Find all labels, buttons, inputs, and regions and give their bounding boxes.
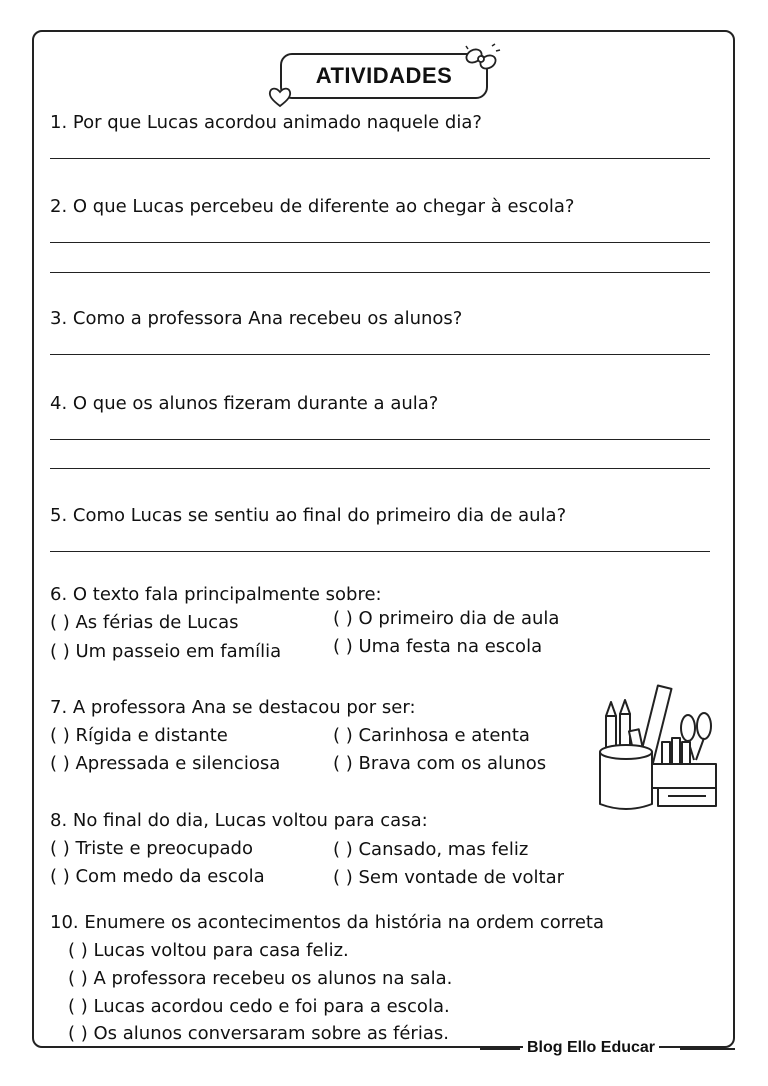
q6-option-4[interactable]: ( ) Uma festa na escola — [333, 636, 543, 657]
q10-item-2[interactable]: ( ) A professora recebeu os alunos na sala. — [68, 968, 453, 989]
page-title: ATIVIDADES — [315, 63, 453, 88]
footer-rule-left — [480, 1048, 520, 1050]
question-5: 5. Como Lucas se sentiu ao final do primeiro dia de aula? — [50, 505, 567, 526]
footer-brand: Blog Ello Educar — [523, 1039, 659, 1057]
school-supplies-icon — [596, 680, 721, 812]
title-box — [280, 53, 488, 99]
question-7: 7. A professora Ana se destacou por ser: — [50, 697, 416, 718]
heart-icon — [268, 86, 292, 108]
page-frame — [32, 30, 735, 1048]
q7-option-3[interactable]: ( ) Apressada e silenciosa — [50, 753, 281, 774]
question-6: 6. O texto fala principalmente sobre: — [50, 584, 382, 605]
answer-line[interactable] — [50, 354, 710, 355]
answer-line[interactable] — [50, 439, 710, 440]
answer-line[interactable] — [50, 468, 710, 469]
q8-option-3[interactable]: ( ) Com medo da escola — [50, 866, 265, 887]
q6-option-3[interactable]: ( ) Um passeio em família — [50, 641, 282, 662]
question-10: 10. Enumere os acontecimentos da história na ordem correta — [50, 912, 604, 933]
q8-option-2[interactable]: ( ) Cansado, mas feliz — [333, 839, 529, 860]
q7-option-2[interactable]: ( ) Carinhosa e atenta — [333, 725, 530, 746]
q8-option-4[interactable]: ( ) Sem vontade de voltar — [333, 867, 565, 888]
footer-rule-right — [680, 1048, 735, 1050]
answer-line[interactable] — [50, 551, 710, 552]
answer-line[interactable] — [50, 242, 710, 243]
question-2: 2. O que Lucas percebeu de diferente ao chegar à escola? — [50, 196, 575, 217]
answer-line[interactable] — [50, 158, 710, 159]
q8-option-1[interactable]: ( ) Triste e preocupado — [50, 838, 253, 859]
question-3: 3. Como a professora Ana recebeu os alunos? — [50, 308, 463, 329]
q10-item-3[interactable]: ( ) Lucas acordou cedo e foi para a escola. — [68, 996, 450, 1017]
q10-item-4[interactable]: ( ) Os alunos conversaram sobre as férias. — [68, 1023, 449, 1044]
q10-item-1[interactable]: ( ) Lucas voltou para casa feliz. — [68, 940, 349, 961]
answer-line[interactable] — [50, 272, 710, 273]
question-1: 1. Por que Lucas acordou animado naquele dia? — [50, 112, 482, 133]
q7-option-4[interactable]: ( ) Brava com os alunos — [333, 753, 547, 774]
question-4: 4. O que os alunos fizeram durante a aula? — [50, 393, 439, 414]
q6-option-1[interactable]: ( ) As férias de Lucas — [50, 612, 239, 633]
question-8: 8. No final do dia, Lucas voltou para casa: — [50, 810, 428, 831]
q7-option-1[interactable]: ( ) Rígida e distante — [50, 725, 228, 746]
q6-option-2[interactable]: ( ) O primeiro dia de aula — [333, 608, 560, 629]
bow-icon — [462, 42, 502, 76]
